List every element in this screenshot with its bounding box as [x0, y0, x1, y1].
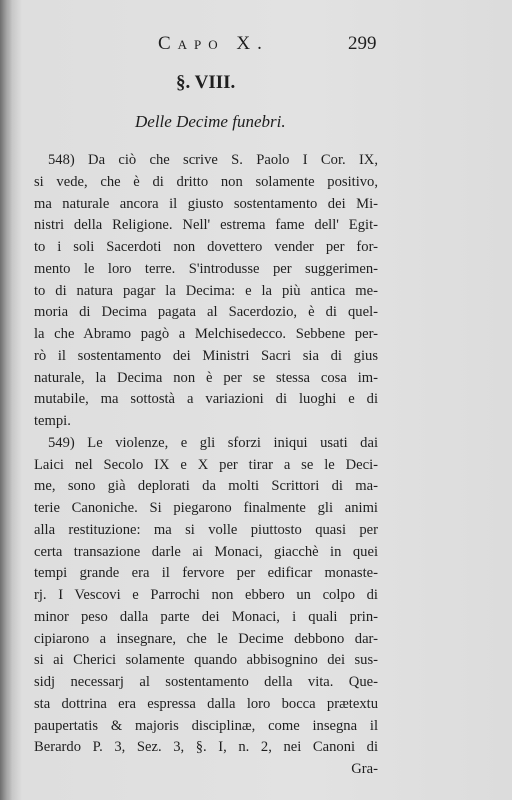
section-subtitle: Delle Decime funebri. — [135, 112, 286, 131]
text-line: mutabile, ma sottostà a variazioni di luoghi e di — [34, 391, 378, 408]
text-line: to i soli Sacerdoti non dovettero vender per for- — [34, 239, 378, 255]
running-header — [0, 33, 512, 61]
text-line: moria di Decima pagata al Sacerdozio, è di quel- — [34, 304, 378, 321]
paragraph-548 — [34, 150, 378, 433]
page-number: 299 — [348, 33, 377, 54]
text-line: terie Canoniche. Si piegarono finalmente gli animi — [34, 500, 378, 516]
text-line: cipiarono a insegnare, che le Decime debbono dar- — [34, 630, 378, 647]
text-line: me, sono già deplorati da molti Scrittori di ma- — [34, 478, 378, 495]
text-line: to di natura pagar la Decima: e la più antica me- — [34, 282, 378, 299]
text-line: naturale, la Decima non è per se stessa cosa im- — [34, 369, 378, 386]
text-line: la che Abramo pagò a Melchisedecco. Sebbene per- — [34, 326, 378, 342]
paragraph-549 — [34, 433, 378, 759]
text-line: rò il sostentamento dei Ministri Sacri sia di gius — [34, 347, 378, 364]
text-line: sta dottrina era espressa dalla loro bocca prætextu — [34, 695, 378, 712]
text-line: alla restituzione: ma si volle piuttosto quasi per — [34, 521, 378, 538]
section-title: §. VIII. — [176, 72, 236, 93]
text-line: paupertatis & majoris disciplinæ, come insegna il — [34, 717, 378, 734]
body-text — [34, 150, 378, 781]
text-line: si vede, che è di dritto non solamente positivo, — [34, 173, 378, 190]
text-line: tempi. — [34, 413, 71, 429]
text-line: mento le loro terre. S'introdusse per suggerimen- — [34, 260, 378, 277]
text-line: certa transazione darle ai Monaci, giacchè in quei — [34, 543, 378, 560]
text-line: Laici nel Secolo IX e X per tirar a se le Deci- — [34, 456, 378, 473]
catchword: Gra- — [351, 761, 378, 777]
text-line: minor peso dalla parte dei Monaci, i quali prin- — [34, 608, 378, 625]
text-line: rj. I Vescovi e Parrochi non ebbero un colpo di — [34, 587, 378, 603]
page-gutter-shadow — [0, 0, 12, 800]
text-line: sidj necessarj al sostentamento della vita. Que- — [34, 674, 378, 690]
text-line: ma naturale ancora il giusto sostentamento dei Mi- — [34, 195, 378, 212]
chapter-heading: Capo X. — [158, 33, 269, 54]
text-line: Berardo P. 3, Sez. 3, §. I, n. 2, nei Canoni di — [34, 739, 378, 756]
text-line: 548) Da ciò che scrive S. Paolo I Cor. IX, — [48, 152, 378, 168]
text-line: tempi grande era il fervore per edificar monaste- — [34, 565, 378, 582]
text-line: 549) Le violenze, e gli sforzi iniqui usati dai — [48, 434, 378, 451]
text-line: si ai Cherici solamente quando abbisognino dei sus- — [34, 652, 378, 669]
text-line: nistri della Religione. Nell' estrema fame dell' Egit- — [34, 217, 378, 234]
